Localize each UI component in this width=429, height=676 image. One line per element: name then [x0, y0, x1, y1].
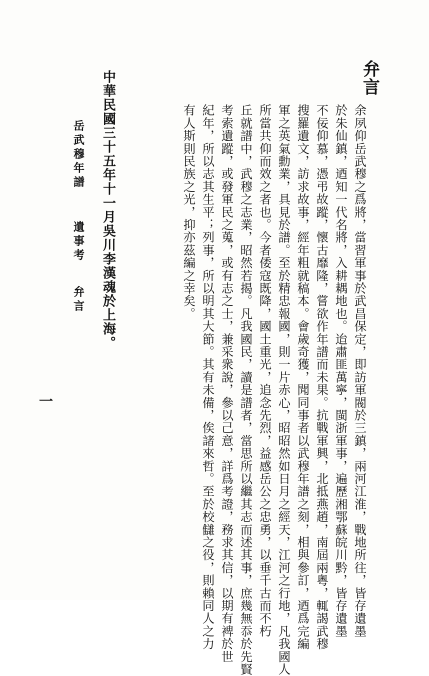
body-line: 搜羅遺文，訪求故事，經年粗就稿本。會歲奇獲，聞同事者以武穆年譜之刻，相與參訂，迺爲完編	[296, 104, 310, 651]
body-line: 紀年，所以志其生平；列事，所以明其大節。其有未備，俟諸來哲。至於校讎之役，則賴同人之力	[201, 104, 215, 651]
body-line: 所當共仰而效之者也。今者倭寇既降，國土重光，追念先烈，益感岳公之忠勇，以垂千古而不朽	[258, 104, 272, 638]
page-title: 弁言	[359, 60, 379, 96]
section-title: 遺事考	[72, 221, 85, 263]
body-line: 余夙仰岳武穆之爲將，當習軍事於武昌保定，即訪軍閥於三鎮，兩河江淮，戰地所往，皆存遺墨	[353, 104, 367, 638]
subsection-title: 弁言	[72, 286, 85, 314]
book-title: 岳武穆年譜	[72, 120, 85, 190]
body-line: 有人斯則民族之光，抑亦茲編之幸矣。	[182, 104, 196, 320]
body-line: 考索遺蹤，或發軍民之蒐，或有志之士，兼采衆說，參以己意，詳爲考證，務求其信，以期有裨於世	[220, 104, 234, 663]
date-signature: 中華民國三十五年十一月吳川李漢魂於上海。	[100, 70, 115, 350]
body-line: 軍之英氣勳業，具見於譜。至於精忠報國，則一片赤心，昭昭然如日月之經天，江河之行地，凡我國人	[277, 104, 291, 676]
body-line: 不佞仰慕，憑弔故蹤，懷古靡隆，嘗欲作年譜而未果。抗戰軍興，北抵燕趙，南屆兩粵，輒謁武穆	[315, 104, 329, 651]
body-line: 於朱仙鎮，迺知一代名將，入耕耦地也。迨肅匪萬寧，閩浙軍事，遍歷湘鄂蘇皖川黔，皆存遺墨	[334, 104, 348, 638]
page-number: 一	[37, 394, 53, 408]
body-line: 丘就譜中，武穆之志業，昭然若揭。凡我國民，讀是譜者，當思所以繼其志而述其事，庶幾無忝於先賢	[239, 104, 253, 676]
running-footer	[70, 120, 86, 314]
